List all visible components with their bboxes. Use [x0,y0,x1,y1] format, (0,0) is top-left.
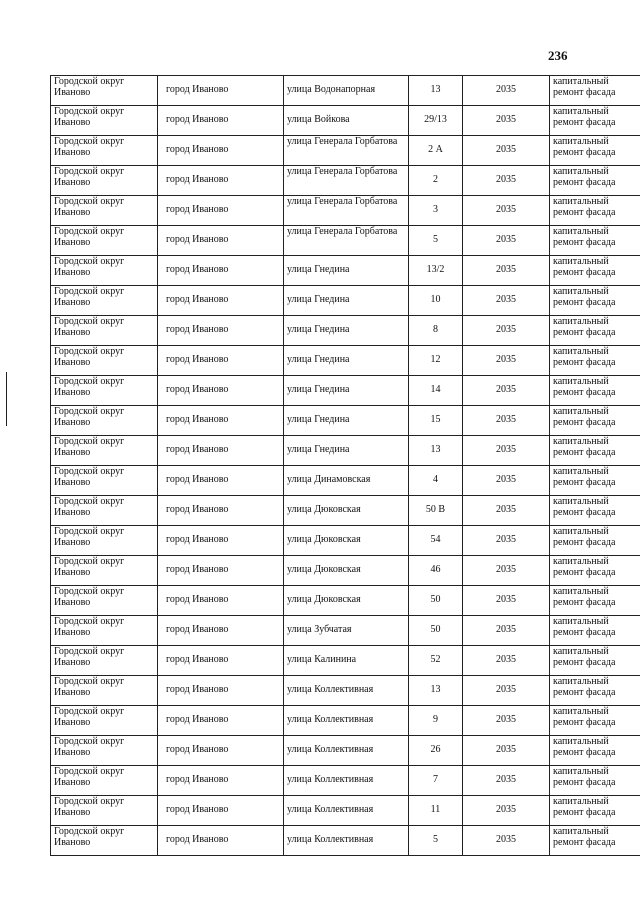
year-cell: 2035 [463,106,550,136]
work-type-cell: капитальный ремонт фасада [550,346,640,376]
work-type-cell: капитальный ремонт фасада [550,826,640,856]
work-type-cell: капитальный ремонт фасада [550,226,640,256]
street-cell: улица Генерала Горбатова [284,136,409,166]
city-cell: город Иваново [158,376,284,406]
street-cell: улица Водонапорная [284,76,409,106]
city-cell: город Иваново [158,496,284,526]
table-row [51,796,640,826]
year-cell: 2035 [463,286,550,316]
street-cell: улица Гнедина [284,256,409,286]
year-cell: 2035 [463,826,550,856]
district-cell: Городской округ Иваново [51,646,158,676]
house-number-cell: 52 [409,646,463,676]
street-cell: улица Коллективная [284,826,409,856]
street-cell: улица Коллективная [284,676,409,706]
district-cell: Городской округ Иваново [51,796,158,826]
city-cell: город Иваново [158,136,284,166]
house-number-cell: 2 [409,166,463,196]
year-cell: 2035 [463,196,550,226]
housing-register-table [50,75,640,856]
work-type-cell: капитальный ремонт фасада [550,466,640,496]
district-cell: Городской округ Иваново [51,376,158,406]
house-number-cell: 7 [409,766,463,796]
district-cell: Городской округ Иваново [51,466,158,496]
table-row [51,706,640,736]
house-number-cell: 11 [409,796,463,826]
house-number-cell: 13 [409,676,463,706]
house-number-cell: 26 [409,736,463,766]
district-cell: Городской округ Иваново [51,586,158,616]
year-cell: 2035 [463,136,550,166]
table-row [51,376,640,406]
city-cell: город Иваново [158,526,284,556]
table-row [51,826,640,856]
house-number-cell: 8 [409,316,463,346]
table-row [51,736,640,766]
city-cell: город Иваново [158,736,284,766]
district-cell: Городской округ Иваново [51,766,158,796]
year-cell: 2035 [463,496,550,526]
table-row [51,556,640,586]
year-cell: 2035 [463,796,550,826]
street-cell: улица Коллективная [284,766,409,796]
street-cell: улица Коллективная [284,736,409,766]
year-cell: 2035 [463,376,550,406]
page-number: 236 [548,48,568,63]
district-cell: Городской округ Иваново [51,616,158,646]
year-cell: 2035 [463,706,550,736]
street-cell: улица Войкова [284,106,409,136]
street-cell: улица Генерала Горбатова [284,226,409,256]
city-cell: город Иваново [158,796,284,826]
district-cell: Городской округ Иваново [51,556,158,586]
city-cell: город Иваново [158,196,284,226]
work-type-cell: капитальный ремонт фасада [550,256,640,286]
year-cell: 2035 [463,76,550,106]
year-cell: 2035 [463,766,550,796]
house-number-cell: 46 [409,556,463,586]
year-cell: 2035 [463,406,550,436]
table-row [51,286,640,316]
work-type-cell: капитальный ремонт фасада [550,76,640,106]
table-row [51,586,640,616]
house-number-cell: 29/13 [409,106,463,136]
table-row [51,76,640,106]
work-type-cell: капитальный ремонт фасада [550,106,640,136]
city-cell: город Иваново [158,346,284,376]
street-cell: улица Гнедина [284,436,409,466]
work-type-cell: капитальный ремонт фасада [550,736,640,766]
house-number-cell: 50 [409,616,463,646]
street-cell: улица Дюковская [284,556,409,586]
table-row [51,496,640,526]
district-cell: Городской округ Иваново [51,496,158,526]
work-type-cell: капитальный ремонт фасада [550,196,640,226]
table-row [51,616,640,646]
house-number-cell: 50 В [409,496,463,526]
city-cell: город Иваново [158,706,284,736]
table-row [51,646,640,676]
district-cell: Городской округ Иваново [51,826,158,856]
city-cell: город Иваново [158,76,284,106]
work-type-cell: капитальный ремонт фасада [550,316,640,346]
year-cell: 2035 [463,676,550,706]
year-cell: 2035 [463,226,550,256]
house-number-cell: 4 [409,466,463,496]
city-cell: город Иваново [158,466,284,496]
work-type-cell: капитальный ремонт фасада [550,706,640,736]
house-number-cell: 12 [409,346,463,376]
table-row [51,436,640,466]
table-row [51,136,640,166]
table-row [51,466,640,496]
work-type-cell: капитальный ремонт фасада [550,406,640,436]
street-cell: улица Коллективная [284,706,409,736]
house-number-cell: 5 [409,226,463,256]
table-row [51,226,640,256]
city-cell: город Иваново [158,766,284,796]
street-cell: улица Дюковская [284,496,409,526]
work-type-cell: капитальный ремонт фасада [550,436,640,466]
street-cell: улица Коллективная [284,796,409,826]
year-cell: 2035 [463,526,550,556]
year-cell: 2035 [463,556,550,586]
district-cell: Городской округ Иваново [51,676,158,706]
district-cell: Городской округ Иваново [51,196,158,226]
year-cell: 2035 [463,256,550,286]
street-cell: улица Генерала Горбатова [284,196,409,226]
year-cell: 2035 [463,316,550,346]
district-cell: Городской округ Иваново [51,286,158,316]
district-cell: Городской округ Иваново [51,76,158,106]
table-row [51,676,640,706]
year-cell: 2035 [463,346,550,376]
district-cell: Городской округ Иваново [51,736,158,766]
year-cell: 2035 [463,586,550,616]
house-number-cell: 13 [409,76,463,106]
street-cell: улица Динамовская [284,466,409,496]
city-cell: город Иваново [158,646,284,676]
street-cell: улица Гнедина [284,316,409,346]
table-row [51,166,640,196]
street-cell: улица Гнедина [284,286,409,316]
table-row [51,346,640,376]
work-type-cell: капитальный ремонт фасада [550,676,640,706]
street-cell: улица Генерала Горбатова [284,166,409,196]
city-cell: город Иваново [158,166,284,196]
house-number-cell: 54 [409,526,463,556]
city-cell: город Иваново [158,106,284,136]
city-cell: город Иваново [158,226,284,256]
street-cell: улица Дюковская [284,586,409,616]
table-row [51,406,640,436]
work-type-cell: капитальный ремонт фасада [550,286,640,316]
work-type-cell: капитальный ремонт фасада [550,136,640,166]
street-cell: улица Зубчатая [284,616,409,646]
work-type-cell: капитальный ремонт фасада [550,766,640,796]
work-type-cell: капитальный ремонт фасада [550,526,640,556]
table-row [51,196,640,226]
year-cell: 2035 [463,436,550,466]
year-cell: 2035 [463,646,550,676]
work-type-cell: капитальный ремонт фасада [550,796,640,826]
work-type-cell: капитальный ремонт фасада [550,556,640,586]
year-cell: 2035 [463,616,550,646]
house-number-cell: 3 [409,196,463,226]
city-cell: город Иваново [158,586,284,616]
street-cell: улица Гнедина [284,406,409,436]
street-cell: улица Гнедина [284,376,409,406]
table-row [51,316,640,346]
city-cell: город Иваново [158,436,284,466]
city-cell: город Иваново [158,556,284,586]
house-number-cell: 13/2 [409,256,463,286]
district-cell: Городской округ Иваново [51,526,158,556]
margin-mark [6,372,7,426]
house-number-cell: 10 [409,286,463,316]
district-cell: Городской округ Иваново [51,256,158,286]
street-cell: улица Гнедина [284,346,409,376]
district-cell: Городской округ Иваново [51,706,158,736]
work-type-cell: капитальный ремонт фасада [550,586,640,616]
district-cell: Городской округ Иваново [51,226,158,256]
district-cell: Городской округ Иваново [51,166,158,196]
district-cell: Городской округ Иваново [51,136,158,166]
city-cell: город Иваново [158,676,284,706]
street-cell: улица Дюковская [284,526,409,556]
work-type-cell: капитальный ремонт фасада [550,496,640,526]
city-cell: город Иваново [158,826,284,856]
house-number-cell: 9 [409,706,463,736]
register-body [51,76,640,856]
work-type-cell: капитальный ремонт фасада [550,166,640,196]
city-cell: город Иваново [158,286,284,316]
house-number-cell: 5 [409,826,463,856]
district-cell: Городской округ Иваново [51,406,158,436]
house-number-cell: 13 [409,436,463,466]
district-cell: Городской округ Иваново [51,106,158,136]
house-number-cell: 50 [409,586,463,616]
city-cell: город Иваново [158,316,284,346]
year-cell: 2035 [463,736,550,766]
house-number-cell: 14 [409,376,463,406]
year-cell: 2035 [463,166,550,196]
table-row [51,526,640,556]
table-row [51,256,640,286]
table-row [51,106,640,136]
house-number-cell: 15 [409,406,463,436]
district-cell: Городской округ Иваново [51,436,158,466]
district-cell: Городской округ Иваново [51,346,158,376]
work-type-cell: капитальный ремонт фасада [550,646,640,676]
work-type-cell: капитальный ремонт фасада [550,616,640,646]
city-cell: город Иваново [158,406,284,436]
table-row [51,766,640,796]
house-number-cell: 2 А [409,136,463,166]
city-cell: город Иваново [158,616,284,646]
district-cell: Городской округ Иваново [51,316,158,346]
work-type-cell: капитальный ремонт фасада [550,376,640,406]
street-cell: улица Калинина [284,646,409,676]
city-cell: город Иваново [158,256,284,286]
year-cell: 2035 [463,466,550,496]
